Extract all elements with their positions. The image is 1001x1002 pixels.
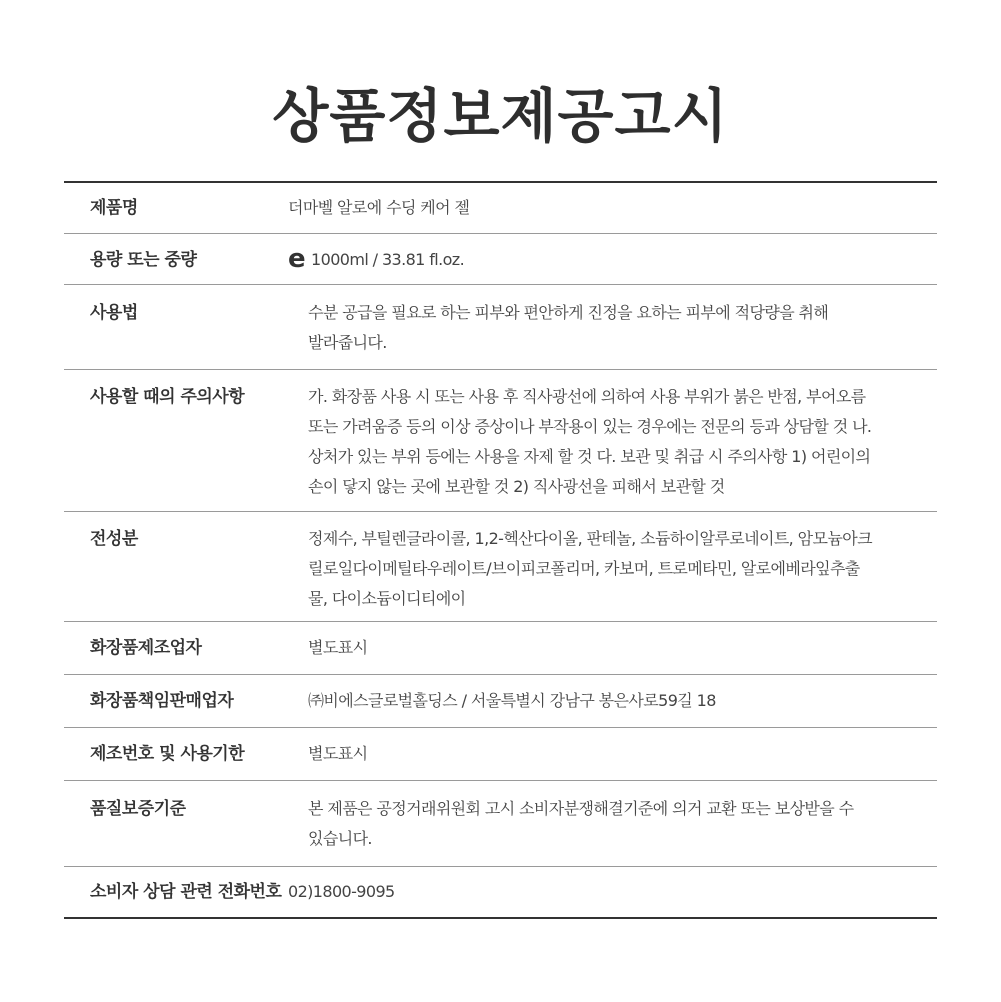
value-line: 수분 공급을 필요로 하는 피부와 편안하게 진정을 요하는 피부에 적당량을 취해 (308, 303, 829, 322)
value-line: 있습니다. (308, 829, 372, 848)
row-value: 별도표시 (308, 744, 368, 763)
table-row (64, 370, 937, 512)
product-info-table (64, 181, 937, 919)
value-line: 본 제품은 공정거래위원회 고시 소비자분쟁해결기준에 의거 교환 또는 보상받을 수 (308, 799, 854, 818)
row-value: ㈜비에스글로벌홀딩스 / 서울특별시 강남구 봉은사로59길 18 (308, 691, 716, 710)
value-line: 또는 가려움증 등의 이상 증상이나 부작용이 있는 경우에는 전문의 등과 상담할 것 나. (308, 417, 872, 436)
table-row (64, 867, 937, 917)
row-value (288, 382, 937, 511)
table-row (64, 285, 937, 370)
table-row (64, 622, 937, 675)
row-value: 더마벨 알로에 수딩 케어 젤 (288, 198, 470, 217)
page-title: 상품정보제공고시 (272, 82, 729, 150)
value-line: 상처가 있는 부위 등에는 사용을 자제 할 것 다. 보관 및 취급 시 주의사항 1) 어린이의 (308, 447, 871, 466)
row-value (288, 794, 937, 866)
e-mark-icon: e (288, 244, 306, 274)
row-value: 1000ml / 33.81 fl.oz. (311, 250, 465, 269)
row-label: 용량 또는 중량 (90, 250, 197, 270)
row-label: 화장품제조업자 (90, 638, 202, 658)
row-label: 제품명 (90, 198, 138, 218)
table-row (64, 675, 937, 728)
row-value: 02)1800-9095 (288, 882, 395, 901)
value-line: 손이 닿지 않는 곳에 보관할 것 2) 직사광선을 피해서 보관할 것 (308, 477, 725, 496)
row-label: 품질보증기준 (90, 799, 186, 819)
row-label: 사용법 (90, 303, 138, 323)
row-value (288, 298, 937, 369)
row-label: 소비자 상담 관련 전화번호 (90, 882, 282, 902)
row-label: 화장품책임판매업자 (90, 691, 234, 711)
table-row (64, 183, 937, 234)
table-row (64, 234, 937, 285)
value-line: 정제수, 부틸렌글라이콜, 1,2-헥산다이올, 판테놀, 소듐하이알루로네이트, 암모늄아크 (308, 529, 872, 548)
row-value: 별도표시 (308, 638, 368, 657)
value-line: 물, 다이소듐이디티에이 (308, 589, 466, 608)
value-line: 릴로일다이메틸타우레이트/브이피코폴리머, 카보머, 트로메타민, 알로에베라잎추출 (308, 559, 860, 578)
table-row (64, 728, 937, 781)
row-label: 제조번호 및 사용기한 (90, 744, 245, 764)
row-label: 전성분 (90, 529, 138, 549)
row-label: 사용할 때의 주의사항 (90, 387, 245, 407)
row-value-wrap (288, 245, 937, 284)
table-row (64, 781, 937, 867)
row-value (288, 524, 937, 621)
value-line: 가. 화장품 사용 시 또는 사용 후 직사광선에 의하여 사용 부위가 붉은 반점, 부어오름 (308, 387, 866, 406)
table-row (64, 512, 937, 622)
value-line: 발라줍니다. (308, 333, 387, 352)
